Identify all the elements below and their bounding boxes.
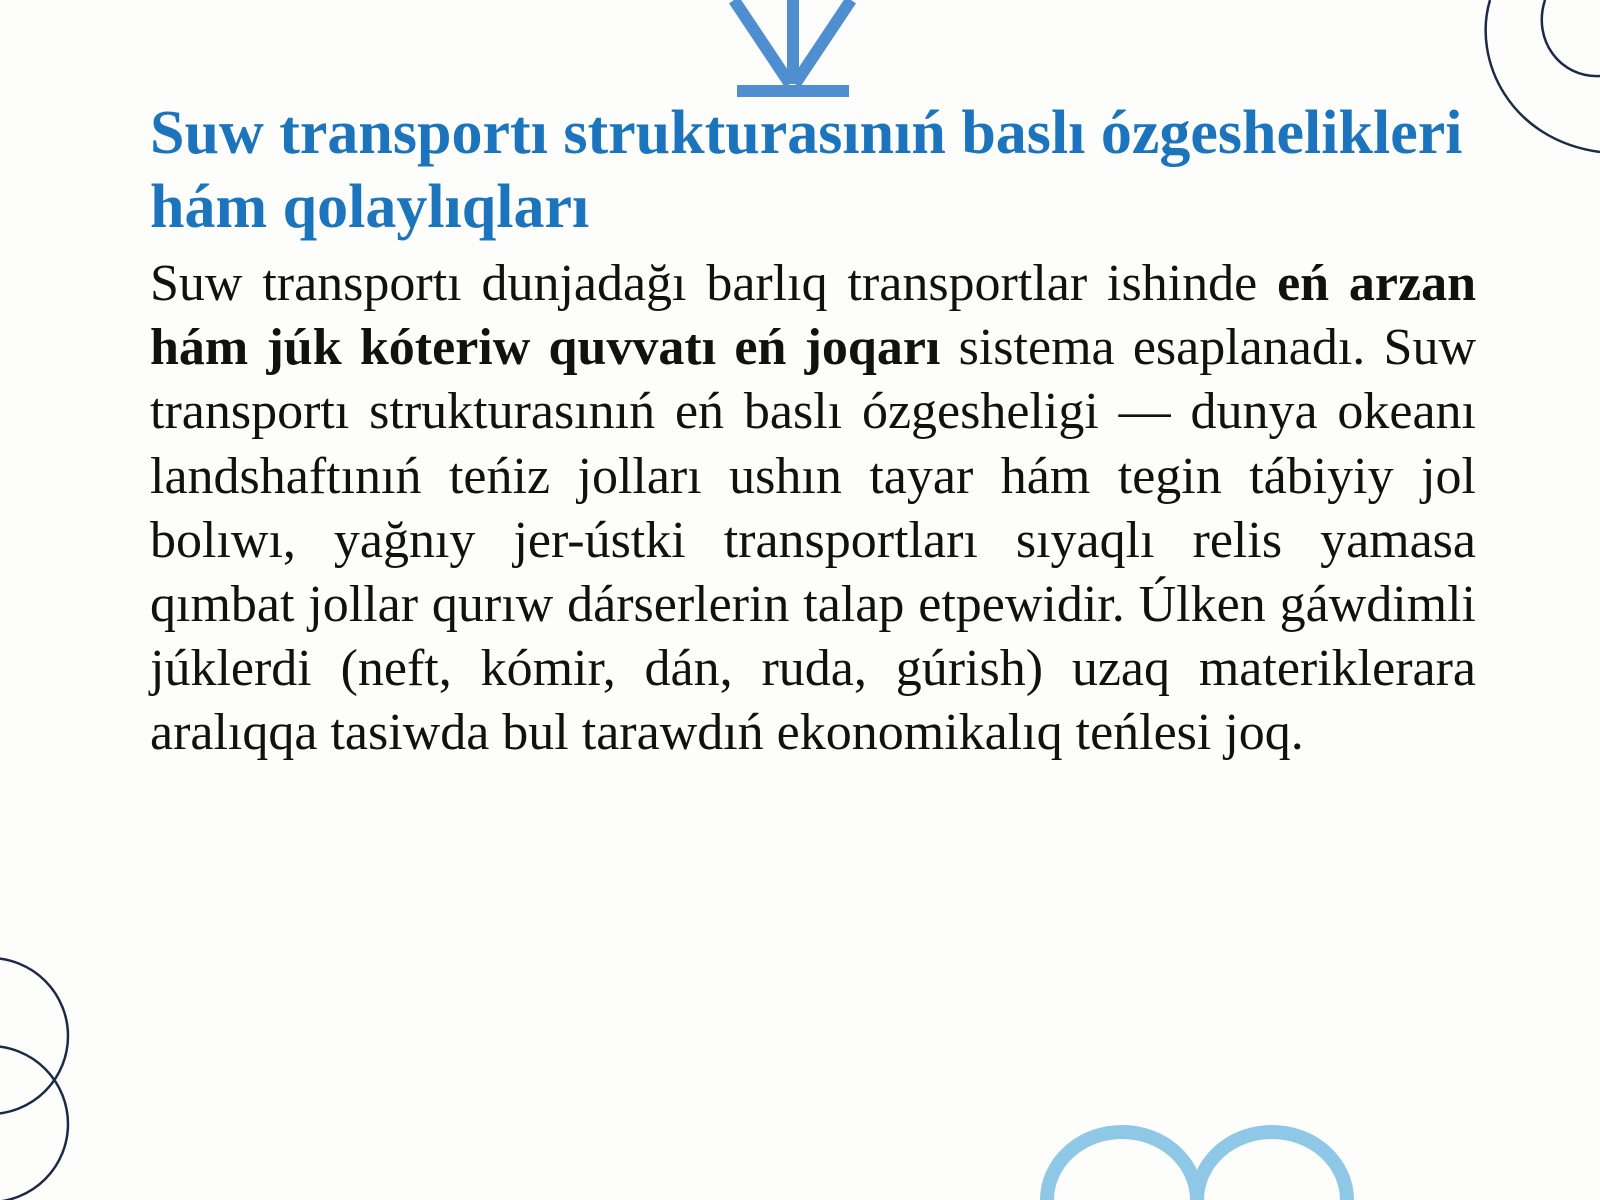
paragraph-intro-text: Suw transportı dunjadağı barlıq transportlar ishinde <box>150 255 1278 312</box>
slide-title: Suw transportı strukturasınıń baslı ózgeshelikleri hám qolaylıqları <box>150 99 1463 241</box>
body-paragraph <box>150 252 1476 766</box>
arrow-down-icon <box>734 0 851 91</box>
left-circles-icon <box>0 958 68 1200</box>
corner-arc-icon <box>1486 0 1600 152</box>
paragraph-bold-text: eń arzan hám júk kóteriw quvvatı eń joqarı <box>150 255 1476 377</box>
wave-arches-icon <box>1047 1132 1347 1200</box>
paragraph-rest-text: sistema esaplanadı. Suw transportı strukturasınıń eń baslı ózgesheligi — dunya okeanı landshaftınıń teńiz jolları ushın tayar hám tegin tábiyiy jol bolıwı, yağnıy jer-ústki transportları sıyaqlı relis yamasa qımbat jollar qurıw dárserlerin talap etpewidir. Úlken gáwdimli júklerdi (neft, kómir, dán, ruda, gúrish) uzaq materiklerara aralıqqa tasiwda bul tarawdıń ekonomikalıq teńlesi joq. <box>150 319 1476 762</box>
